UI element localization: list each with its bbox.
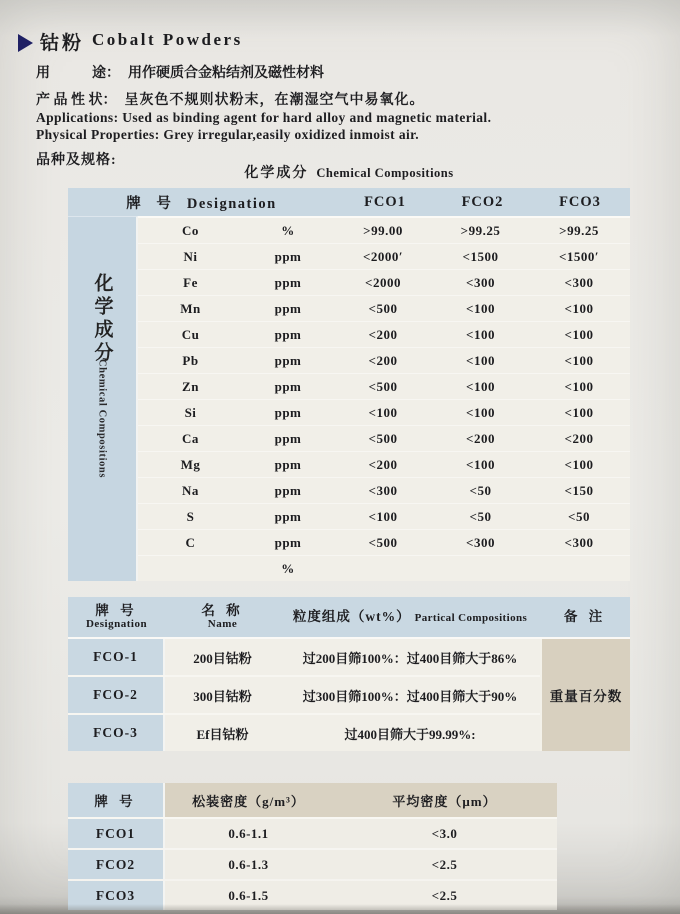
fco3-value-cell: <100 xyxy=(564,456,594,472)
chem-header-designation: 牌 号 Designation xyxy=(126,195,277,212)
fco2-value-cell: <100 xyxy=(466,456,495,472)
fco3-value-cell: <300 xyxy=(564,274,594,290)
table-row xyxy=(138,529,630,555)
fco2-value-cell: <100 xyxy=(466,300,495,316)
fco3-value-cell: <150 xyxy=(564,482,594,498)
density-header-avg: 平均密度（μm） xyxy=(332,783,557,817)
unit-cell: ppm xyxy=(274,404,302,420)
chem-table-side-band xyxy=(68,216,138,581)
element-cell: Ni xyxy=(183,248,198,264)
composition-cell: 过300目筛100%：过400目筛大于90% xyxy=(280,677,540,713)
density-table xyxy=(68,783,557,910)
chem-table-rows xyxy=(138,216,630,581)
fco2-value-cell: <300 xyxy=(466,534,495,550)
avg-density-cell: <3.0 xyxy=(332,819,557,848)
designation-cell: FCO2 xyxy=(68,850,165,879)
designation-cell: FCO3 xyxy=(68,881,165,910)
avg-density-cell: <2.5 xyxy=(332,850,557,879)
table-row xyxy=(138,373,630,399)
fco1-value-cell: >99.00 xyxy=(363,222,403,238)
fco3-value-cell: <200 xyxy=(564,430,594,446)
property-line xyxy=(36,89,425,109)
table-row xyxy=(138,321,630,347)
chem-table-caption xyxy=(68,162,630,182)
designation-cell: FCO-2 xyxy=(68,677,165,713)
fco1-value-cell: <500 xyxy=(368,430,398,446)
table-row xyxy=(138,269,630,295)
density-table-header-row xyxy=(68,783,557,817)
fco1-value-cell: <500 xyxy=(368,534,398,550)
table-row xyxy=(68,879,557,910)
fco1-value-cell: <200 xyxy=(368,326,398,342)
unit-cell: % xyxy=(281,560,295,576)
name-cell: 200目钴粉 xyxy=(165,639,280,675)
table-row xyxy=(138,503,630,529)
fco2-value-cell: <100 xyxy=(466,326,495,342)
table-row xyxy=(68,713,540,751)
fco3-value-cell: <1500′ xyxy=(558,248,600,264)
page-title-zh: 钴粉 xyxy=(40,33,85,54)
element-cell: Cu xyxy=(181,326,200,342)
size-header-composition: 粒度组成（wt%） Partical Compositions xyxy=(292,609,528,625)
element-cell: Si xyxy=(184,404,197,420)
chem-table-body xyxy=(68,216,630,581)
fco2-value-cell: <50 xyxy=(469,482,492,498)
table-row xyxy=(68,848,557,879)
fco2-value-cell: <1500 xyxy=(462,248,499,264)
fco2-value-cell: <100 xyxy=(466,352,495,368)
element-cell: Zn xyxy=(182,378,199,394)
fco3-value-cell: <100 xyxy=(564,404,594,420)
element-cell: Co xyxy=(182,222,199,238)
unit-cell: ppm xyxy=(274,326,302,342)
table-row xyxy=(68,639,540,675)
table-row xyxy=(138,477,630,503)
fco3-value-cell: <100 xyxy=(564,378,594,394)
element-cell: Mn xyxy=(180,300,201,316)
chem-header-fco2: FCO2 xyxy=(461,193,504,210)
spec-heading: 品种及规格: xyxy=(36,153,117,168)
fco3-value-cell: <100 xyxy=(564,326,594,342)
table-row xyxy=(68,675,540,713)
unit-cell: ppm xyxy=(274,482,302,498)
unit-cell: ppm xyxy=(274,508,302,524)
fco1-value-cell: <200 xyxy=(368,352,398,368)
density-header-designation: 牌 号 xyxy=(68,783,165,817)
note-cell: 重量百分数 xyxy=(540,639,630,751)
bulk-density-cell: 0.6-1.1 xyxy=(165,819,332,848)
table-row xyxy=(138,295,630,321)
chem-header-fco3: FCO3 xyxy=(559,193,601,210)
table-row xyxy=(138,243,630,269)
fco1-value-cell: <100 xyxy=(368,508,398,524)
fco1-value-cell: <2000 xyxy=(365,274,401,290)
unit-cell: ppm xyxy=(274,300,302,316)
usage-label: 用 途： xyxy=(36,66,120,81)
fco2-value-cell: <300 xyxy=(466,274,495,290)
density-table-rows xyxy=(68,817,557,910)
table-row xyxy=(138,218,630,243)
table-row xyxy=(138,399,630,425)
element-cell: Mg xyxy=(180,456,201,472)
size-header-designation: 牌 号 Designation xyxy=(85,602,148,631)
designation-cell: FCO-3 xyxy=(68,715,165,751)
side-label-zh: 化学成分 xyxy=(91,273,113,365)
fco1-value-cell: <300 xyxy=(368,482,398,498)
density-header-bulk: 松装密度（g/m³） xyxy=(165,783,332,817)
fco3-value-cell: <100 xyxy=(564,352,594,368)
unit-cell: ppm xyxy=(274,456,302,472)
chem-header-fco1: FCO1 xyxy=(364,193,406,210)
fco3-value-cell: >99.25 xyxy=(559,222,599,238)
fco3-value-cell: <50 xyxy=(568,508,590,524)
chem-caption-en: Chemical Compositions xyxy=(316,166,454,180)
unit-cell: ppm xyxy=(274,534,302,550)
fco2-value-cell: <100 xyxy=(466,404,495,420)
size-table-header-row xyxy=(68,597,630,637)
physical-properties-line: Physical Properties: Grey irregular,easily oxidized inmoist air. xyxy=(36,127,420,142)
usage-line xyxy=(36,62,324,82)
element-cell: C xyxy=(185,534,196,550)
fco2-value-cell: >99.25 xyxy=(460,222,501,238)
unit-cell: ppm xyxy=(274,378,302,394)
fco3-value-cell: <300 xyxy=(564,534,594,550)
property-value: 呈灰色不规则状粉末，在潮湿空气中易氧化。 xyxy=(124,93,425,108)
usage-value: 用作硬质合金粘结剂及磁性材料 xyxy=(128,66,324,81)
designation-cell: FCO1 xyxy=(68,819,165,848)
unit-cell: ppm xyxy=(274,352,302,368)
table-row xyxy=(138,555,630,581)
unit-cell: ppm xyxy=(274,430,302,446)
section-arrow-icon xyxy=(18,34,33,52)
table-row xyxy=(68,817,557,848)
element-cell: Pb xyxy=(182,352,199,368)
applications-line: Applications: Used as binding agent for hard alloy and magnetic material. xyxy=(36,110,492,125)
name-cell: Ef目钴粉 xyxy=(165,715,280,751)
bulk-density-cell: 0.6-1.3 xyxy=(165,850,332,879)
composition-cell: 过400目筛大于99.99%: xyxy=(280,715,540,751)
unit-cell: ppm xyxy=(274,248,302,264)
side-label-en: Chemical Compositions xyxy=(96,359,108,479)
fco1-value-cell: <2000′ xyxy=(362,248,404,264)
name-cell: 300目钴粉 xyxy=(165,677,280,713)
unit-cell: ppm xyxy=(274,274,302,290)
chem-table xyxy=(68,188,630,581)
fco1-value-cell: <500 xyxy=(368,300,398,316)
fco2-value-cell: <200 xyxy=(466,430,495,446)
element-cell: Fe xyxy=(183,274,198,290)
composition-cell: 过200目筛100%：过400目筛大于86% xyxy=(280,639,540,675)
fco3-value-cell: <100 xyxy=(564,300,594,316)
size-header-note: 备 注 xyxy=(563,608,607,624)
fco1-value-cell: <100 xyxy=(368,404,398,420)
chem-table-header-row xyxy=(68,188,630,216)
table-row xyxy=(138,347,630,373)
size-table xyxy=(68,597,630,751)
table-row xyxy=(138,451,630,477)
chem-caption-zh: 化学成分 xyxy=(244,166,309,181)
element-cell: Na xyxy=(182,482,199,498)
size-table-rows xyxy=(68,639,540,751)
fco1-value-cell: <500 xyxy=(368,378,398,394)
page-title-en: Cobalt Powders xyxy=(92,30,243,49)
fco2-value-cell: <100 xyxy=(466,378,495,394)
unit-cell: % xyxy=(281,222,295,238)
fco1-value-cell: <200 xyxy=(368,456,398,472)
fco2-value-cell: <50 xyxy=(469,508,492,524)
bulk-density-cell: 0.6-1.5 xyxy=(165,881,332,910)
avg-density-cell: <2.5 xyxy=(332,881,557,910)
size-header-name: 名 称 Name xyxy=(201,602,244,631)
designation-cell: FCO-1 xyxy=(68,639,165,675)
property-label: 产 品 性 状： xyxy=(36,93,117,108)
size-table-body xyxy=(68,637,630,751)
element-cell: S xyxy=(186,508,195,524)
table-row xyxy=(138,425,630,451)
element-cell: Ca xyxy=(182,430,199,446)
